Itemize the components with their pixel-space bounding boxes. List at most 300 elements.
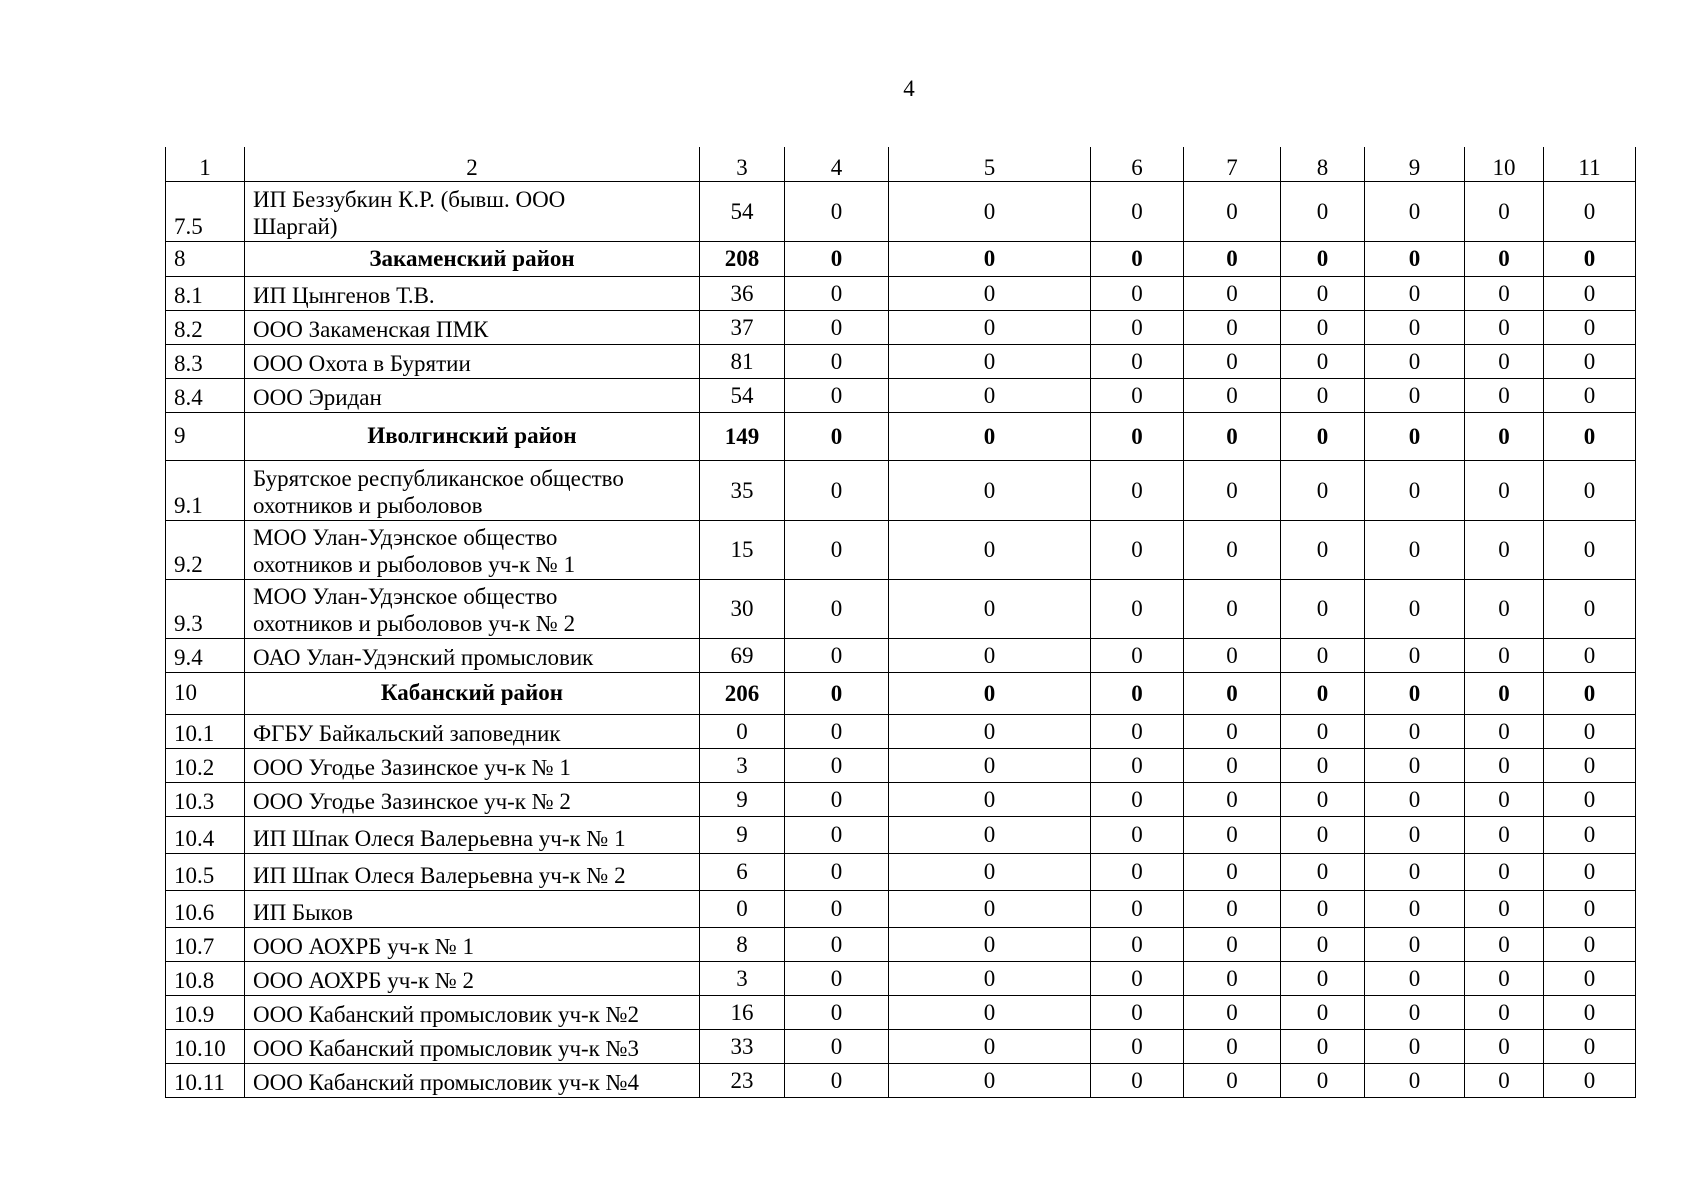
value-cell-col-3: 33 [700, 1029, 785, 1063]
value-cell-col-8: 0 [1281, 748, 1365, 782]
value-cell-col-3: 81 [700, 344, 785, 378]
value-cell-col-10: 0 [1465, 310, 1544, 344]
value-cell-col-8: 0 [1281, 995, 1365, 1029]
row-number-cell: 10.6 [166, 890, 245, 927]
row-number-cell: 10 [166, 672, 245, 714]
value-cell-col-11: 0 [1544, 927, 1636, 961]
name-line: Закаменский район [369, 245, 575, 271]
organization-name-cell [245, 853, 700, 890]
value-cell-col-3: 15 [700, 520, 785, 579]
district-name-cell [245, 241, 700, 276]
value-cell-col-10: 0 [1465, 378, 1544, 412]
value-cell-col-6: 0 [1091, 890, 1184, 927]
table-body [166, 147, 1636, 1097]
name-line: ФГБУ Байкальский заповедник [253, 720, 561, 746]
value-cell-col-4: 0 [785, 344, 889, 378]
organization-name-cell [245, 748, 700, 782]
table-row [166, 890, 1636, 927]
value-cell-col-8: 0 [1281, 181, 1365, 241]
table-row [166, 638, 1636, 672]
value-cell-col-9: 0 [1365, 460, 1465, 520]
data-table [165, 147, 1636, 1098]
name-line: ИП Беззубкин К.Р. (бывш. ООО [253, 186, 566, 212]
value-cell-col-6: 0 [1091, 782, 1184, 816]
value-cell-col-8: 0 [1281, 890, 1365, 927]
organization-name-cell [245, 890, 700, 927]
value-cell-col-8: 0 [1281, 853, 1365, 890]
value-cell-col-11: 0 [1544, 782, 1636, 816]
value-cell-col-4: 0 [785, 276, 889, 310]
name-line: Бурятское республиканское общество [253, 465, 624, 491]
name-line: ОАО Улан-Удэнский промысловик [253, 644, 594, 670]
value-cell-col-11: 0 [1544, 1063, 1636, 1097]
value-cell-col-6: 0 [1091, 748, 1184, 782]
value-cell-col-9: 0 [1365, 579, 1465, 638]
value-cell-col-10: 0 [1465, 181, 1544, 241]
row-number-cell: 10.5 [166, 853, 245, 890]
name-line: Кабанский район [380, 680, 564, 705]
value-cell-col-4: 0 [785, 579, 889, 638]
value-cell-col-5: 0 [889, 1063, 1091, 1097]
value-cell-col-10: 0 [1465, 748, 1544, 782]
value-cell-col-8: 0 [1281, 412, 1365, 460]
row-number-cell: 9.3 [166, 579, 245, 638]
organization-name-cell [245, 927, 700, 961]
value-cell-col-5: 0 [889, 460, 1091, 520]
value-cell-col-11: 0 [1544, 1029, 1636, 1063]
row-number-cell: 7.5 [166, 181, 245, 241]
value-cell-col-5: 0 [889, 853, 1091, 890]
value-cell-col-6: 0 [1091, 310, 1184, 344]
table-row [166, 927, 1636, 961]
value-cell-col-11: 0 [1544, 181, 1636, 241]
table-row [166, 995, 1636, 1029]
header-cell: 1 [166, 147, 245, 181]
value-cell-col-5: 0 [889, 344, 1091, 378]
value-cell-col-4: 0 [785, 672, 889, 714]
name-line: Иволгинский район [367, 423, 577, 448]
header-cell: 7 [1184, 147, 1281, 181]
row-number-cell: 10.2 [166, 748, 245, 782]
value-cell-col-8: 0 [1281, 782, 1365, 816]
value-cell-col-5: 0 [889, 672, 1091, 714]
value-cell-col-5: 0 [889, 638, 1091, 672]
header-cell: 8 [1281, 147, 1365, 181]
page-number: 4 [903, 76, 915, 101]
value-cell-col-9: 0 [1365, 890, 1465, 927]
name-line: ИП Шпак Олеся Валерьевна уч-к № 2 [253, 862, 626, 888]
value-cell-col-11: 0 [1544, 961, 1636, 995]
name-line: ООО Кабанский промысловик уч-к №2 [253, 1001, 640, 1027]
value-cell-col-10: 0 [1465, 579, 1544, 638]
value-cell-col-10: 0 [1465, 276, 1544, 310]
value-cell-col-8: 0 [1281, 672, 1365, 714]
value-cell-col-5: 0 [889, 378, 1091, 412]
value-cell-col-10: 0 [1465, 344, 1544, 378]
value-cell-col-3: 37 [700, 310, 785, 344]
organization-name-cell [245, 1063, 700, 1097]
value-cell-col-6: 0 [1091, 1029, 1184, 1063]
table-row [166, 520, 1636, 579]
name-line: ООО Угодье Зазинское уч-к № 2 [253, 788, 571, 814]
organization-name-cell [245, 276, 700, 310]
row-number-cell: 10.7 [166, 927, 245, 961]
value-cell-col-4: 0 [785, 853, 889, 890]
value-cell-col-10: 0 [1465, 714, 1544, 748]
value-cell-col-9: 0 [1365, 816, 1465, 853]
value-cell-col-9: 0 [1365, 344, 1465, 378]
name-line: ИП Шпак Олеся Валерьевна уч-к № 1 [253, 825, 626, 851]
value-cell-col-6: 0 [1091, 378, 1184, 412]
value-cell-col-8: 0 [1281, 579, 1365, 638]
value-cell-col-4: 0 [785, 1063, 889, 1097]
value-cell-col-6: 0 [1091, 672, 1184, 714]
value-cell-col-9: 0 [1365, 412, 1465, 460]
value-cell-col-7: 0 [1184, 714, 1281, 748]
organization-name-cell [245, 579, 700, 638]
value-cell-col-3: 8 [700, 927, 785, 961]
name-line: ООО Охота в Бурятии [253, 350, 471, 376]
row-number-cell: 8.3 [166, 344, 245, 378]
value-cell-col-8: 0 [1281, 276, 1365, 310]
value-cell-col-8: 0 [1281, 520, 1365, 579]
value-cell-col-8: 0 [1281, 460, 1365, 520]
value-cell-col-6: 0 [1091, 853, 1184, 890]
value-cell-col-6: 0 [1091, 276, 1184, 310]
value-cell-col-3: 206 [700, 672, 785, 714]
value-cell-col-4: 0 [785, 782, 889, 816]
value-cell-col-5: 0 [889, 579, 1091, 638]
row-number-cell: 8 [166, 241, 245, 276]
table-row [166, 579, 1636, 638]
value-cell-col-7: 0 [1184, 782, 1281, 816]
value-cell-col-3: 0 [700, 890, 785, 927]
name-line: ООО АОХРБ уч-к № 1 [253, 933, 475, 959]
table-row [166, 181, 1636, 241]
value-cell-col-11: 0 [1544, 344, 1636, 378]
district-name-cell [245, 412, 700, 460]
value-cell-col-9: 0 [1365, 638, 1465, 672]
value-cell-col-6: 0 [1091, 344, 1184, 378]
value-cell-col-4: 0 [785, 310, 889, 344]
value-cell-col-8: 0 [1281, 816, 1365, 853]
table-row [166, 378, 1636, 412]
value-cell-col-8: 0 [1281, 927, 1365, 961]
value-cell-col-4: 0 [785, 378, 889, 412]
value-cell-col-5: 0 [889, 1029, 1091, 1063]
value-cell-col-6: 0 [1091, 1063, 1184, 1097]
name-line: МОО Улан-Удэнское общество [253, 583, 558, 609]
value-cell-col-7: 0 [1184, 579, 1281, 638]
value-cell-col-8: 0 [1281, 241, 1365, 276]
value-cell-col-10: 0 [1465, 890, 1544, 927]
header-cell: 11 [1544, 147, 1636, 181]
value-cell-col-6: 0 [1091, 579, 1184, 638]
table-row [166, 460, 1636, 520]
organization-name-cell [245, 344, 700, 378]
value-cell-col-3: 6 [700, 853, 785, 890]
value-cell-col-4: 0 [785, 714, 889, 748]
organization-name-cell [245, 378, 700, 412]
table-row [166, 853, 1636, 890]
value-cell-col-10: 0 [1465, 961, 1544, 995]
table-row [166, 310, 1636, 344]
value-cell-col-3: 208 [700, 241, 785, 276]
value-cell-col-9: 0 [1365, 714, 1465, 748]
value-cell-col-3: 9 [700, 816, 785, 853]
value-cell-col-5: 0 [889, 816, 1091, 853]
value-cell-col-8: 0 [1281, 1029, 1365, 1063]
value-cell-col-7: 0 [1184, 853, 1281, 890]
value-cell-col-9: 0 [1365, 995, 1465, 1029]
value-cell-col-11: 0 [1544, 714, 1636, 748]
value-cell-col-5: 0 [889, 927, 1091, 961]
name-line: ИП Цынгенов Т.В. [253, 282, 435, 308]
organization-name-cell [245, 714, 700, 748]
name-line: ООО Закаменская ПМК [253, 316, 489, 342]
table-row [166, 748, 1636, 782]
value-cell-col-10: 0 [1465, 638, 1544, 672]
value-cell-col-10: 0 [1465, 1029, 1544, 1063]
value-cell-col-10: 0 [1465, 412, 1544, 460]
name-line: охотников и рыболовов уч-к № 1 [253, 551, 576, 577]
value-cell-col-10: 0 [1465, 816, 1544, 853]
value-cell-col-10: 0 [1465, 460, 1544, 520]
value-cell-col-6: 0 [1091, 816, 1184, 853]
value-cell-col-10: 0 [1465, 995, 1544, 1029]
value-cell-col-7: 0 [1184, 816, 1281, 853]
value-cell-col-11: 0 [1544, 412, 1636, 460]
organization-name-cell [245, 816, 700, 853]
value-cell-col-4: 0 [785, 890, 889, 927]
value-cell-col-11: 0 [1544, 748, 1636, 782]
value-cell-col-11: 0 [1544, 520, 1636, 579]
organization-name-cell [245, 782, 700, 816]
header-cell: 3 [700, 147, 785, 181]
value-cell-col-11: 0 [1544, 460, 1636, 520]
header-cell: 6 [1091, 147, 1184, 181]
row-number-cell: 10.3 [166, 782, 245, 816]
value-cell-col-5: 0 [889, 310, 1091, 344]
row-number-cell: 10.11 [166, 1063, 245, 1097]
name-line: Шаргай) [253, 213, 338, 239]
value-cell-col-8: 0 [1281, 961, 1365, 995]
value-cell-col-6: 0 [1091, 927, 1184, 961]
value-cell-col-6: 0 [1091, 241, 1184, 276]
value-cell-col-7: 0 [1184, 890, 1281, 927]
header-cell: 10 [1465, 147, 1544, 181]
value-cell-col-3: 30 [700, 579, 785, 638]
organization-name-cell [245, 310, 700, 344]
value-cell-col-7: 0 [1184, 748, 1281, 782]
header-cell: 2 [245, 147, 700, 181]
row-number-cell: 10.4 [166, 816, 245, 853]
value-cell-col-9: 0 [1365, 276, 1465, 310]
value-cell-col-4: 0 [785, 638, 889, 672]
value-cell-col-10: 0 [1465, 1063, 1544, 1097]
value-cell-col-7: 0 [1184, 1029, 1281, 1063]
value-cell-col-6: 0 [1091, 961, 1184, 995]
organization-name-cell [245, 520, 700, 579]
value-cell-col-4: 0 [785, 961, 889, 995]
value-cell-col-3: 54 [700, 181, 785, 241]
value-cell-col-11: 0 [1544, 638, 1636, 672]
value-cell-col-5: 0 [889, 748, 1091, 782]
value-cell-col-7: 0 [1184, 460, 1281, 520]
value-cell-col-7: 0 [1184, 638, 1281, 672]
organization-name-cell [245, 460, 700, 520]
value-cell-col-9: 0 [1365, 241, 1465, 276]
header-cell: 9 [1365, 147, 1465, 181]
row-number-cell: 9.2 [166, 520, 245, 579]
row-number-cell: 10.8 [166, 961, 245, 995]
value-cell-col-4: 0 [785, 995, 889, 1029]
value-cell-col-10: 0 [1465, 853, 1544, 890]
value-cell-col-3: 3 [700, 961, 785, 995]
name-line: ООО Эридан [253, 384, 382, 410]
value-cell-col-11: 0 [1544, 579, 1636, 638]
table-row [166, 276, 1636, 310]
value-cell-col-7: 0 [1184, 927, 1281, 961]
value-cell-col-3: 149 [700, 412, 785, 460]
row-number-cell: 10.9 [166, 995, 245, 1029]
value-cell-col-11: 0 [1544, 672, 1636, 714]
row-number-cell: 8.2 [166, 310, 245, 344]
name-line: ООО АОХРБ уч-к № 2 [253, 967, 475, 993]
name-line: ИП Быков [253, 899, 353, 925]
name-line: МОО Улан-Удэнское общество [253, 524, 558, 550]
value-cell-col-11: 0 [1544, 853, 1636, 890]
value-cell-col-11: 0 [1544, 890, 1636, 927]
value-cell-col-7: 0 [1184, 672, 1281, 714]
row-number-cell: 10.1 [166, 714, 245, 748]
value-cell-col-11: 0 [1544, 995, 1636, 1029]
value-cell-col-9: 0 [1365, 961, 1465, 995]
value-cell-col-5: 0 [889, 241, 1091, 276]
value-cell-col-5: 0 [889, 995, 1091, 1029]
value-cell-col-5: 0 [889, 181, 1091, 241]
value-cell-col-3: 54 [700, 378, 785, 412]
value-cell-col-3: 23 [700, 1063, 785, 1097]
table-row [166, 816, 1636, 853]
value-cell-col-4: 0 [785, 927, 889, 961]
value-cell-col-10: 0 [1465, 782, 1544, 816]
value-cell-col-5: 0 [889, 276, 1091, 310]
value-cell-col-4: 0 [785, 748, 889, 782]
name-line: ООО Кабанский промысловик уч-к №3 [253, 1035, 640, 1061]
value-cell-col-3: 35 [700, 460, 785, 520]
value-cell-col-6: 0 [1091, 995, 1184, 1029]
value-cell-col-11: 0 [1544, 310, 1636, 344]
value-cell-col-9: 0 [1365, 520, 1465, 579]
row-number-cell: 10.10 [166, 1029, 245, 1063]
district-row [166, 241, 1636, 276]
value-cell-col-11: 0 [1544, 378, 1636, 412]
value-cell-col-3: 69 [700, 638, 785, 672]
value-cell-col-9: 0 [1365, 1029, 1465, 1063]
value-cell-col-3: 0 [700, 714, 785, 748]
value-cell-col-7: 0 [1184, 378, 1281, 412]
value-cell-col-6: 0 [1091, 638, 1184, 672]
value-cell-col-7: 0 [1184, 1063, 1281, 1097]
table-row [166, 1029, 1636, 1063]
value-cell-col-8: 0 [1281, 1063, 1365, 1097]
value-cell-col-4: 0 [785, 412, 889, 460]
value-cell-col-3: 16 [700, 995, 785, 1029]
value-cell-col-4: 0 [785, 520, 889, 579]
value-cell-col-6: 0 [1091, 412, 1184, 460]
header-cell: 4 [785, 147, 889, 181]
value-cell-col-7: 0 [1184, 310, 1281, 344]
value-cell-col-9: 0 [1365, 1063, 1465, 1097]
value-cell-col-8: 0 [1281, 344, 1365, 378]
value-cell-col-4: 0 [785, 1029, 889, 1063]
value-cell-col-4: 0 [785, 241, 889, 276]
value-cell-col-10: 0 [1465, 520, 1544, 579]
value-cell-col-9: 0 [1365, 782, 1465, 816]
value-cell-col-6: 0 [1091, 181, 1184, 241]
value-cell-col-9: 0 [1365, 310, 1465, 344]
name-line: ООО Кабанский промысловик уч-к №4 [253, 1069, 640, 1095]
table-row [166, 344, 1636, 378]
table-row [166, 714, 1636, 748]
value-cell-col-7: 0 [1184, 412, 1281, 460]
row-number-cell: 9 [166, 412, 245, 460]
value-cell-col-8: 0 [1281, 378, 1365, 412]
value-cell-col-9: 0 [1365, 181, 1465, 241]
value-cell-col-5: 0 [889, 520, 1091, 579]
value-cell-col-7: 0 [1184, 520, 1281, 579]
value-cell-col-3: 3 [700, 748, 785, 782]
row-number-cell: 9.1 [166, 460, 245, 520]
value-cell-col-4: 0 [785, 460, 889, 520]
value-cell-col-5: 0 [889, 961, 1091, 995]
organization-name-cell [245, 1029, 700, 1063]
value-cell-col-4: 0 [785, 181, 889, 241]
value-cell-col-3: 9 [700, 782, 785, 816]
value-cell-col-10: 0 [1465, 927, 1544, 961]
value-cell-col-7: 0 [1184, 241, 1281, 276]
value-cell-col-9: 0 [1365, 927, 1465, 961]
value-cell-col-7: 0 [1184, 276, 1281, 310]
value-cell-col-9: 0 [1365, 748, 1465, 782]
value-cell-col-6: 0 [1091, 460, 1184, 520]
value-cell-col-4: 0 [785, 816, 889, 853]
row-number-cell: 8.1 [166, 276, 245, 310]
value-cell-col-10: 0 [1465, 672, 1544, 714]
value-cell-col-11: 0 [1544, 816, 1636, 853]
header-row [166, 147, 1636, 181]
value-cell-col-7: 0 [1184, 995, 1281, 1029]
organization-name-cell [245, 181, 700, 241]
value-cell-col-10: 0 [1465, 241, 1544, 276]
header-cell: 5 [889, 147, 1091, 181]
organization-name-cell [245, 995, 700, 1029]
value-cell-col-8: 0 [1281, 714, 1365, 748]
value-cell-col-11: 0 [1544, 276, 1636, 310]
value-cell-col-8: 0 [1281, 638, 1365, 672]
value-cell-col-5: 0 [889, 412, 1091, 460]
name-line: ООО Угодье Зазинское уч-к № 1 [253, 754, 571, 780]
value-cell-col-9: 0 [1365, 378, 1465, 412]
value-cell-col-9: 0 [1365, 672, 1465, 714]
value-cell-col-6: 0 [1091, 714, 1184, 748]
row-number-cell: 8.4 [166, 378, 245, 412]
value-cell-col-9: 0 [1365, 853, 1465, 890]
value-cell-col-8: 0 [1281, 310, 1365, 344]
value-cell-col-5: 0 [889, 782, 1091, 816]
name-line: охотников и рыболовов [253, 492, 483, 518]
